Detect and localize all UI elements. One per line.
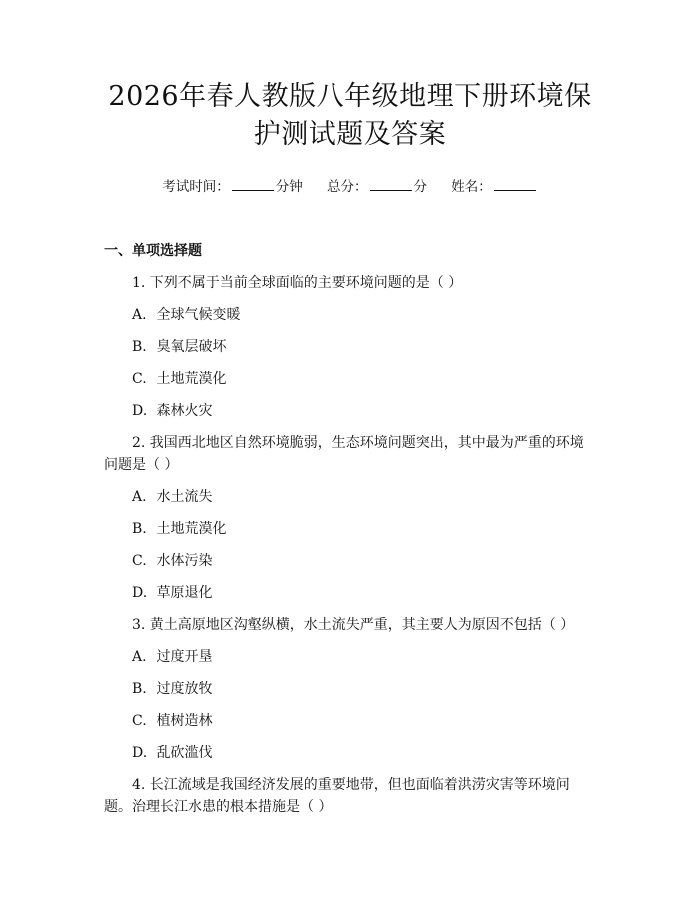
question-list [104, 272, 596, 818]
option-text: 水体污染 [156, 553, 213, 569]
total-score-unit: 分 [413, 179, 427, 195]
question-stem: 1. 下列不属于当前全球面临的主要环境问题的是（ ） [132, 275, 463, 291]
option-text: 草原退化 [156, 585, 213, 601]
question-stem: 3. 黄土高原地区沟壑纵横，水土流失严重，其主要人为原因不包括（ ） [132, 617, 575, 633]
option-letter: B. [132, 339, 147, 355]
option-letter: D. [132, 585, 148, 601]
document-title: 2026年春人教版八年级地理下册环境保护测试题及答案 [108, 81, 592, 150]
exam-time-unit: 分钟 [275, 179, 303, 195]
total-score-blank [370, 176, 412, 191]
option-text: 乱砍滥伐 [156, 745, 213, 761]
option-letter: D. [132, 745, 148, 761]
option-text: 土地荒漠化 [156, 371, 227, 387]
exam-meta [104, 176, 596, 197]
option-letter: D. [132, 403, 148, 419]
option-letter: A. [132, 307, 147, 323]
question-3 [104, 614, 596, 764]
option-d [104, 582, 596, 604]
option-text: 过度放牧 [156, 681, 213, 697]
option-a [104, 646, 596, 668]
question-4 [104, 774, 596, 818]
option-letter: B. [132, 521, 147, 537]
option-text: 过度开垦 [156, 649, 213, 665]
student-name-label: 姓名： [451, 179, 492, 195]
exam-time-blank [232, 176, 274, 191]
option-text: 水土流失 [156, 489, 213, 505]
option-b [104, 336, 596, 358]
total-score-field [327, 179, 431, 195]
student-name-field [451, 179, 538, 195]
option-text: 植树造林 [156, 713, 213, 729]
student-name-blank [494, 176, 536, 191]
option-b [104, 678, 596, 700]
question-stem: 2. 我国西北地区自然环境脆弱，生态环境问题突出，其中最为严重的环境问题是（ ） [104, 435, 584, 473]
exam-time-label: 考试时间： [162, 179, 230, 195]
option-text: 森林火灾 [156, 403, 213, 419]
option-c [104, 550, 596, 572]
exam-time-field [162, 179, 307, 195]
option-letter: C. [132, 371, 147, 387]
option-text: 臭氧层破坏 [156, 339, 227, 355]
option-a [104, 486, 596, 508]
section-heading: 一、单项选择题 [104, 243, 202, 259]
total-score-label: 总分： [327, 179, 368, 195]
option-a [104, 304, 596, 326]
option-letter: A. [132, 649, 147, 665]
question-2 [104, 432, 596, 604]
option-b [104, 518, 596, 540]
option-text: 土地荒漠化 [156, 521, 227, 537]
option-letter: A. [132, 489, 147, 505]
option-letter: B. [132, 681, 147, 697]
option-letter: C. [132, 553, 147, 569]
question-stem: 4. 长江流域是我国经济发展的重要地带，但也面临着洪涝灾害等环境问题。治理长江水患的根本措施是（ ） [104, 777, 570, 815]
option-d [104, 400, 596, 422]
option-c [104, 710, 596, 732]
question-1 [104, 272, 596, 422]
option-letter: C. [132, 713, 147, 729]
option-c [104, 368, 596, 390]
option-text: 全球气候变暖 [156, 307, 241, 323]
option-d [104, 742, 596, 764]
